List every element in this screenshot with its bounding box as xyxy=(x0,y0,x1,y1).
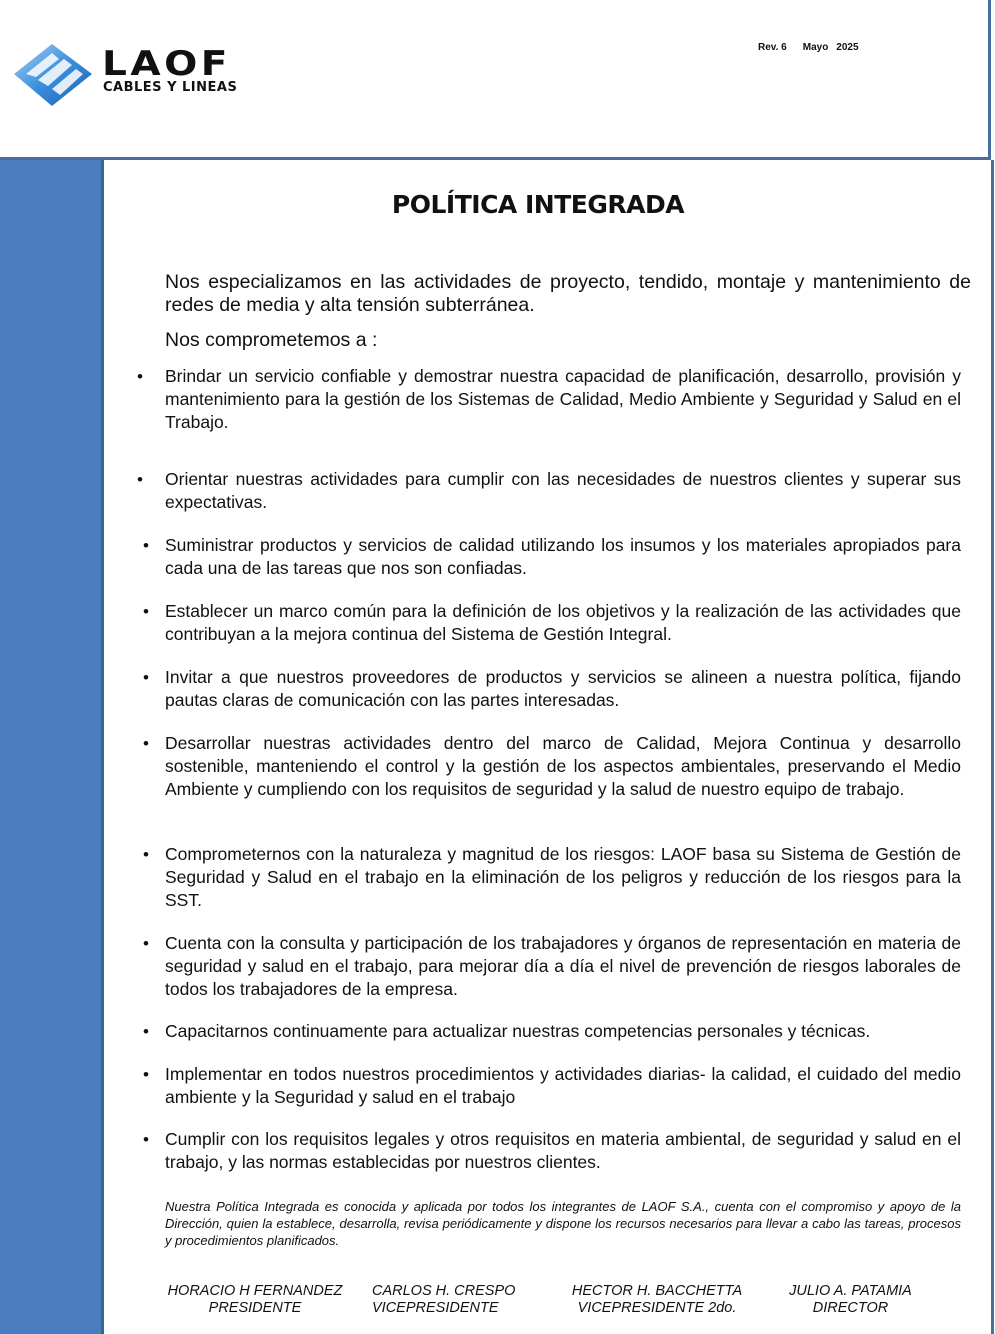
list-item: • Desarrollar nuestras actividades dentro del marco de Calidad, Mejora Continua y desarrollo sostenible, manteniendo el control y la gestión de los aspectos ambientales, preservando el Medio Ambiente y cumpliendo con los requisitos de seguridad y la salud de nuestro equipo de trabajo. xyxy=(143,733,961,799)
list-item: • Brindar un servicio confiable y demostrar nuestra capacidad de planificación, desarrollo, provisión y mantenimiento para la gestión de los Sistemas de Calidad, Medio Ambiente y Seguridad y Salud en el Trabajo. xyxy=(137,366,961,432)
revision-year: 2025 xyxy=(836,42,859,53)
list-item: • Comprometernos con la naturaleza y magnitud de los riesgos: LAOF basa su Sistema de Gestión de Seguridad y Salud en el trabajo en la eliminación de los peligros y reducción de los riesgos para la SST. xyxy=(143,844,961,910)
signatory-role: VICEPRESIDENTE 2do. xyxy=(577,1300,737,1316)
list-item: • Orientar nuestras actividades para cumplir con las necesidades de nuestros clientes y superar sus expectativas. xyxy=(137,469,961,512)
list-item: • Invitar a que nuestros proveedores de productos y servicios se alineen a nuestra política, fijando pautas claras de comunicación con las partes interesadas. xyxy=(143,667,961,710)
list-item-text: Implementar en todos nuestros procedimientos y actividades diarias- la calidad, el cuidado del medio ambiente y la Seguridad y salud en el trabajo xyxy=(165,1064,961,1107)
closing-statement: Nuestra Política Integrada es conocida y aplicada por todos los integrantes de LAOF S.A., cuenta con el compromiso y apoyo de la Dirección, quien la establece, desarrolla, revisa periódicamente y dispone los recursos necesarios para llevar a cabo las tareas, procesos y procedimientos planificados. xyxy=(165,1199,961,1248)
signature-block xyxy=(160,1283,350,1317)
signatory-name: CARLOS H. CRESPO xyxy=(372,1283,516,1299)
signatory-role: VICEPRESIDENTE xyxy=(372,1300,499,1316)
revision-month: Mayo xyxy=(802,42,829,53)
commitment-heading: Nos comprometemos a : xyxy=(165,329,378,351)
list-item-text: Cumplir con los requisitos legales y otros requisitos en materia ambiental, de seguridad y salud en el trabajo, y las normas establecidas por nuestros clientes. xyxy=(165,1129,961,1172)
signatory-role: DIRECTOR xyxy=(812,1300,889,1316)
signature-block xyxy=(372,1283,532,1317)
logo-subtitle: CABLES Y LINEAS xyxy=(103,80,238,95)
list-item: • Cumplir con los requisitos legales y otros requisitos en materia ambiental, de seguridad y salud en el trabajo, y las normas establecidas por nuestros clientes. xyxy=(143,1129,961,1172)
list-item-text: Brindar un servicio confiable y demostrar nuestra capacidad de planificación, desarrollo, provisión y mantenimiento para la gestión de los Sistemas de Calidad, Medio Ambiente y Seguridad y Salud en el Trabajo. xyxy=(165,366,961,432)
list-item-text: Capacitarnos continuamente para actualizar nuestras competencias personales y técnicas. xyxy=(165,1021,871,1041)
list-item: • Cuenta con la consulta y participación de los trabajadores y órganos de representación en materia de seguridad y salud en el trabajo, para mejorar día a día el nivel de prevención de riesgos laborales de todos los trabajadores de la empresa. xyxy=(143,933,961,999)
list-item: • Implementar en todos nuestros procedimientos y actividades diarias- la calidad, el cuidado del medio ambiente y la Seguridad y salud en el trabajo xyxy=(143,1064,961,1107)
list-item: • Establecer un marco común para la definición de los objetivos y la realización de las actividades que contribuyan a la mejora continua del Sistema de Gestión Integral. xyxy=(143,601,961,644)
list-item-text: Cuenta con la consulta y participación de los trabajadores y órganos de representación en materia de seguridad y salud en el trabajo, para mejorar día a día el nivel de prevención de riesgos laborales de todos los trabajadores de la empresa. xyxy=(165,933,961,999)
right-border xyxy=(991,160,994,1334)
list-item-text: Orientar nuestras actividades para cumplir con las necesidades de nuestros clientes y superar sus expectativas. xyxy=(165,469,961,512)
logo-wordmark: LAOF xyxy=(102,44,231,84)
page-header xyxy=(0,0,991,160)
revision-info xyxy=(758,42,875,53)
sidebar-edge xyxy=(101,160,104,1334)
list-item: • Suministrar productos y servicios de calidad utilizando los insumos y los materiales apropiados para cada una de las tareas que nos son confiadas. xyxy=(143,535,961,578)
signatory-name: HECTOR H. BACCHETTA xyxy=(571,1283,743,1299)
list-item-text: Comprometernos con la naturaleza y magnitud de los riesgos: LAOF basa su Sistema de Gestión de Seguridad y Salud en el trabajo en la eliminación de los peligros y reducción de los riesgos para la SST. xyxy=(165,844,961,910)
list-item-text: Establecer un marco común para la definición de los objetivos y la realización de las actividades que contribuyan a la mejora continua del Sistema de Gestión Integral. xyxy=(165,601,961,644)
left-sidebar-band xyxy=(0,160,101,1334)
signature-block xyxy=(778,1283,923,1317)
signatory-name: JULIO A. PATAMIA xyxy=(789,1283,912,1299)
revision-number: Rev. 6 xyxy=(758,42,787,53)
list-item-text: Suministrar productos y servicios de calidad utilizando los insumos y los materiales apropiados para cada una de las tareas que nos son confiadas. xyxy=(165,535,961,578)
list-item: • Capacitarnos continuamente para actualizar nuestras competencias personales y técnicas. xyxy=(143,1021,871,1041)
signature-block xyxy=(562,1283,752,1317)
page-title: POLÍTICA INTEGRADA xyxy=(391,190,685,219)
signatory-role: PRESIDENTE xyxy=(208,1300,302,1316)
list-item-text: Desarrollar nuestras actividades dentro del marco de Calidad, Mejora Continua y desarrollo sostenible, manteniendo el control y la gestión de los aspectos ambientales, preservando el Medio Ambiente y cumpliendo con los requisitos de seguridad y la salud de nuestro equipo de trabajo. xyxy=(165,733,961,799)
list-item-text: Invitar a que nuestros proveedores de productos y servicios se alineen a nuestra política, fijando pautas claras de comunicación con las partes interesadas. xyxy=(165,667,961,710)
intro-paragraph: Nos especializamos en las actividades de proyecto, tendido, montaje y mantenimiento de redes de media y alta tensión subterránea. xyxy=(165,271,971,316)
signatory-name: HORACIO H FERNANDEZ xyxy=(167,1283,343,1299)
